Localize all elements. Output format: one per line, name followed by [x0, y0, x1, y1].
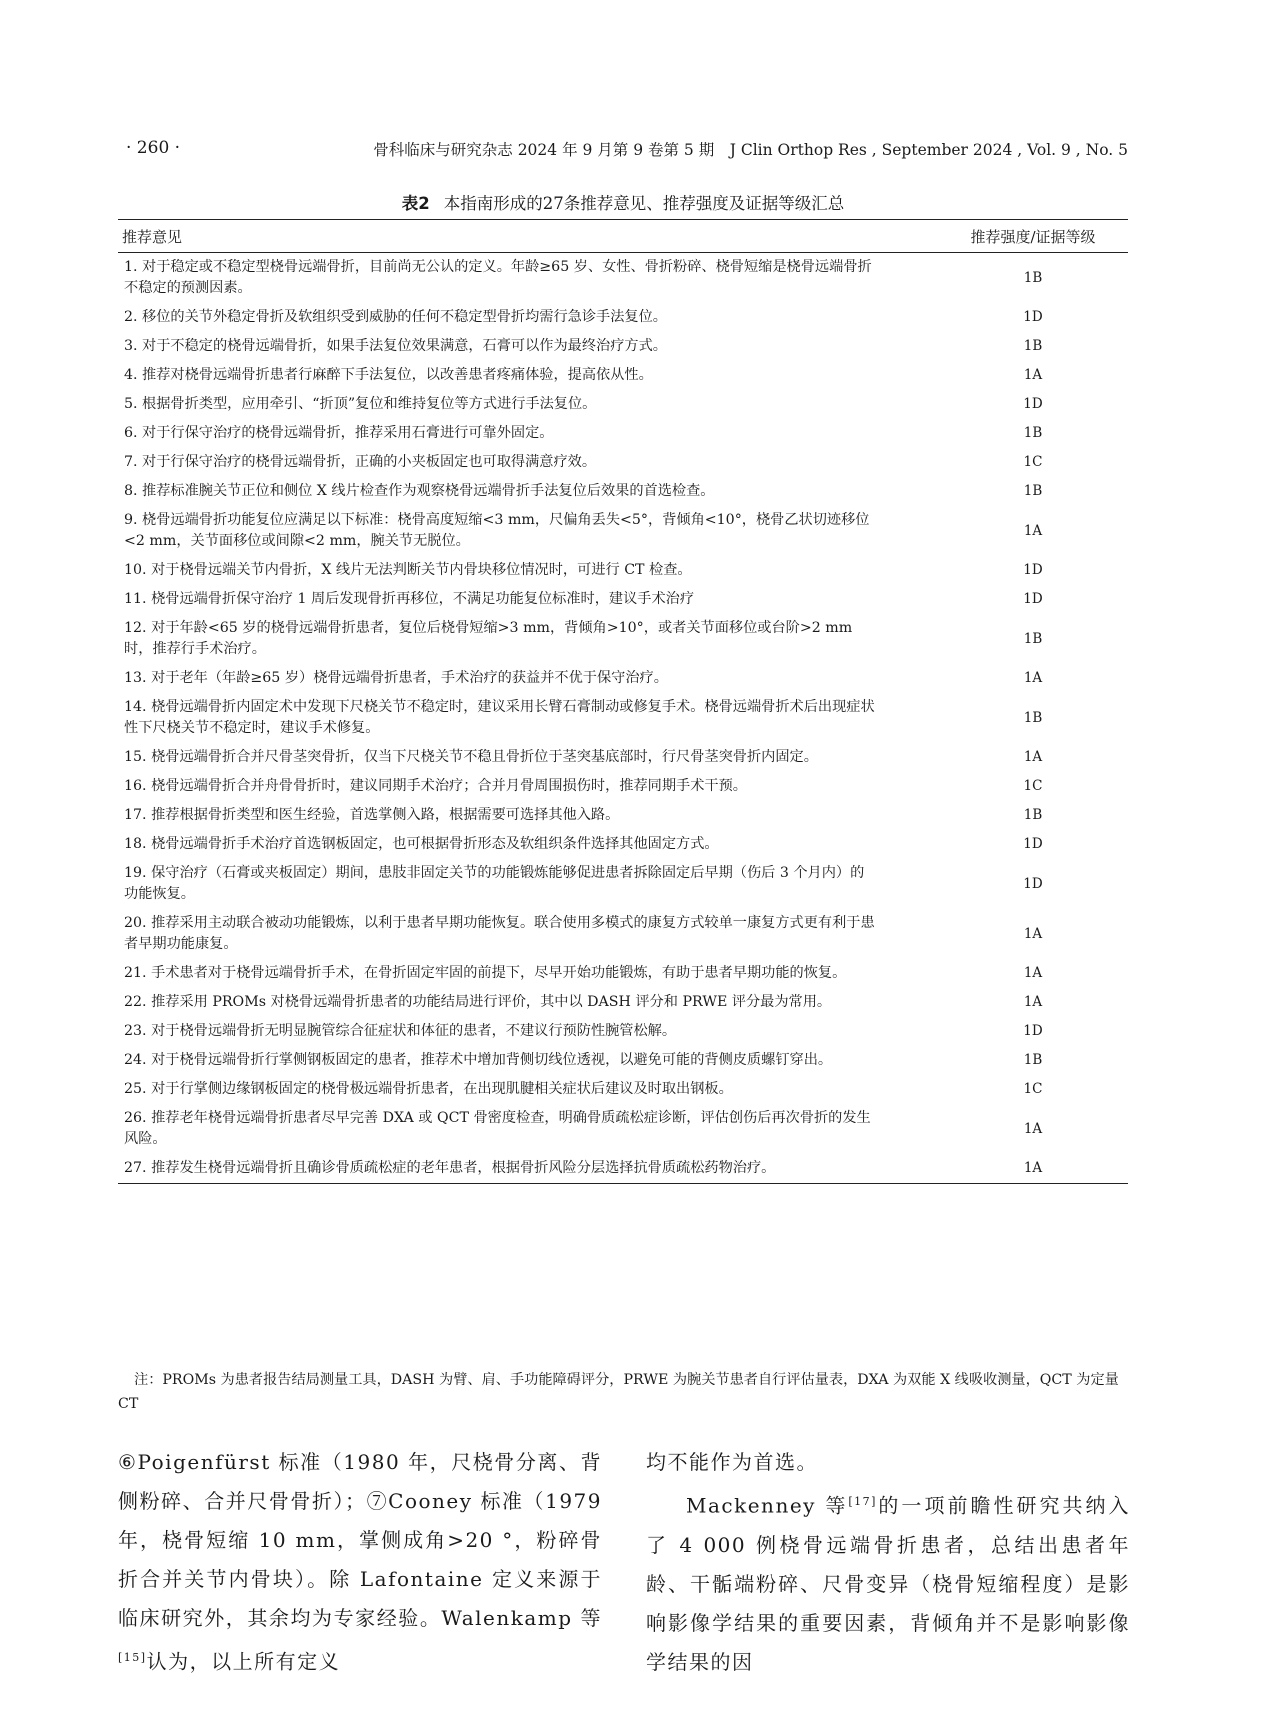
table-row [118, 693, 1128, 743]
recommendation-text: 10. 对于桡骨远端关节内骨折，X 线片无法判断关节内骨块移位情况时，可进行 CT 检查。 [124, 562, 692, 578]
grade-cell: 1B [1023, 269, 1043, 286]
table-row [118, 801, 1128, 830]
table-caption [118, 190, 1128, 214]
body-paragraph-text: 的一项前瞻性研究共纳入了 4 000 例桡骨远端骨折患者，总结出患者年龄、干骺端粉碎、尺骨变异（桡骨短缩程度）是影响影像学结果的重要因素，背倾角并不是影响影像学结果的因 [646, 1493, 1131, 1674]
body-paragraph-start: Mackenney 等 [686, 1493, 849, 1518]
table-row [118, 506, 1128, 556]
grade-cell: 1C [1023, 454, 1043, 470]
grade-cell: 1B [1023, 630, 1043, 647]
recommendation-text: 13. 对于老年（年龄≥65 岁）桡骨远端骨折患者，手术治疗的获益并不优于保守治疗。 [124, 670, 668, 686]
recommendation-text: 6. 对于行保守治疗的桡骨远端骨折，推荐采用石膏进行可靠外固定。 [124, 425, 554, 441]
body-paragraph [646, 1482, 1130, 1682]
table-row [118, 1075, 1128, 1104]
grade-cell: 1B [1023, 338, 1043, 354]
table-row [118, 772, 1128, 801]
grade-cell: 1C [1023, 778, 1043, 794]
grade-cell: 1A [1023, 1120, 1043, 1137]
table-row [118, 332, 1128, 361]
grade-cell: 1D [1023, 836, 1043, 852]
recommendation-text: 19. 保守治疗（石膏或夹板固定）期间，患肢非固定关节的功能锻炼能够促进患者拆除固定后早期（伤后 3 个月内）的功能恢复。 [124, 865, 865, 902]
grade-cell: 1D [1023, 591, 1043, 607]
recommendation-text: 1. 对于稳定或不稳定型桡骨远端骨折，目前尚无公认的定义。年龄≥65 岁、女性、骨折粉碎、桡骨短缩是桡骨远端骨折不稳定的预测因素。 [124, 259, 872, 296]
table-row [118, 959, 1128, 988]
grade-cell: 1B [1023, 483, 1043, 499]
grade-cell: 1A [1023, 965, 1043, 981]
grade-cell: 1A [1023, 670, 1043, 686]
table-row [118, 361, 1128, 390]
grade-cell: 1B [1023, 1052, 1043, 1068]
recommendation-text: 9. 桡骨远端骨折功能复位应满足以下标准：桡骨高度短缩<3 mm，尺偏角丢失<5°，背倾角<10°，桡骨乙状切迹移位<2 mm，关节面移位或间隙<2 mm，腕关节无脱位。 [124, 512, 870, 549]
recommendation-text: 27. 推荐发生桡骨远端骨折且确诊骨质疏松症的老年患者，根据骨折风险分层选择抗骨质疏松药物治疗。 [118, 1154, 938, 1184]
recommendation-table [118, 219, 1128, 1184]
grade-cell: 1A [938, 1154, 1128, 1184]
recommendation-text: 25. 对于行掌侧边缘钢板固定的桡骨极远端骨折患者，在出现肌腱相关症状后建议及时取出钢板。 [124, 1081, 733, 1097]
grade-cell: 1B [1023, 807, 1043, 823]
recommendation-text: 4. 推荐对桡骨远端骨折患者行麻醉下手法复位，以改善患者疼痛体验，提高依从性。 [124, 367, 653, 383]
table-title: 本指南形成的27条推荐意见、推荐强度及证据等级汇总 [443, 194, 845, 213]
body-paragraph-continued: 均不能作为首选。 [646, 1450, 818, 1474]
table-row [118, 448, 1128, 477]
table-row [118, 1046, 1128, 1075]
grade-cell: 1B [1023, 709, 1043, 726]
table-row [118, 1154, 1128, 1184]
body-column-right [646, 1443, 1130, 1682]
recommendation-text: 2. 移位的关节外稳定骨折及软组织受到威胁的任何不稳定型骨折均需行急诊手法复位。 [124, 309, 667, 325]
recommendation-text: 11. 桡骨远端骨折保守治疗 1 周后发现骨折再移位，不满足功能复位标准时，建议手术治疗 [124, 591, 695, 607]
table-row [118, 419, 1128, 448]
table-row [118, 664, 1128, 693]
grade-cell: 1A [1023, 994, 1043, 1010]
body-paragraph: ⑥Poigenfürst 标准（1980 年，尺桡骨分离、背侧粉碎、合并尺骨骨折）；⑦Cooney 标准（1979 年，桡骨短缩 10 mm，掌侧成角>20 °，粉碎骨折合并关节内骨块）。除 Lafontaine 定义来源于临床研究外，其余均为专家经验。Walenkamp 等 [118, 1450, 602, 1630]
recommendation-text: 20. 推荐采用主动联合被动功能锻炼，以利于患者早期功能恢复。联合使用多模式的康复方式较单一康复方式更有利于患者早期功能康复。 [124, 915, 875, 952]
page-number: · 260 · [126, 138, 181, 158]
recommendation-text: 15. 桡骨远端骨折合并尺骨茎突骨折，仅当下尺桡关节不稳且骨折位于茎突基底部时，行尺骨茎突骨折内固定。 [124, 749, 818, 765]
grade-cell: 1A [1023, 367, 1043, 383]
grade-cell: 1D [1023, 875, 1043, 892]
recommendation-text: 16. 桡骨远端骨折合并舟骨骨折时，建议同期手术治疗；合并月骨周围损伤时，推荐同期手术干预。 [124, 778, 747, 794]
recommendation-text: 24. 对于桡骨远端骨折行掌侧钢板固定的患者，推荐术中增加背侧切线位透视，以避免可能的背侧皮质螺钉穿出。 [124, 1052, 833, 1068]
grade-cell: 1D [1023, 562, 1043, 578]
recommendation-text: 14. 桡骨远端骨折内固定术中发现下尺桡关节不稳定时，建议采用长臂石膏制动或修复手术。桡骨远端骨折术后出现症状性下尺桡关节不稳定时，建议手术修复。 [124, 699, 875, 736]
table-row [118, 477, 1128, 506]
grade-cell: 1A [1023, 749, 1043, 765]
table-row [118, 585, 1128, 614]
table-row [118, 390, 1128, 419]
table-body [118, 253, 1128, 1184]
recommendation-text: 7. 对于行保守治疗的桡骨远端骨折，正确的小夹板固定也可取得满意疗效。 [124, 454, 597, 470]
recommendation-text: 17. 推荐根据骨折类型和医生经验，首选掌侧入路，根据需要可选择其他入路。 [124, 807, 620, 823]
table-row [118, 859, 1128, 909]
page-header [118, 138, 1128, 162]
recommendation-text: 23. 对于桡骨远端骨折无明显腕管综合征症状和体征的患者，不建议行预防性腕管松解。 [124, 1023, 677, 1039]
grade-cell: 1D [1023, 1023, 1043, 1039]
table-header-row [118, 220, 1128, 253]
table-row [118, 614, 1128, 664]
grade-cell: 1B [1023, 425, 1043, 441]
grade-cell: 1D [1023, 396, 1043, 412]
table-note: 注：PROMs 为患者报告结局测量工具，DASH 为臂、肩、手功能障碍评分，PRWE 为腕关节患者自行评估量表，DXA 为双能 X 线吸收测量，QCT 为定量 CT [118, 1372, 1119, 1412]
table-row [118, 253, 1128, 304]
table-row [118, 830, 1128, 859]
recommendation-text: 3. 对于不稳定的桡骨远端骨折，如果手法复位效果满意，石膏可以作为最终治疗方式。 [124, 338, 667, 354]
table-row [118, 556, 1128, 585]
body-column-left [118, 1443, 602, 1682]
recommendation-text: 26. 推荐老年桡骨远端骨折患者尽早完善 DXA 或 QCT 骨密度检查，明确骨质疏松症诊断，评估创伤后再次骨折的发生风险。 [124, 1110, 871, 1147]
table-row [118, 988, 1128, 1017]
recommendation-text: 12. 对于年龄<65 岁的桡骨远端骨折患者，复位后桡骨短缩>3 mm，背倾角>10°，或者关节面移位或台阶>2 mm 时，推荐行手术治疗。 [124, 620, 853, 657]
table-row [118, 909, 1128, 959]
recommendation-text: 22. 推荐采用 PROMs 对桡骨远端骨折患者的功能结局进行评价，其中以 DASH 评分和 PRWE 评分最为常用。 [124, 994, 832, 1010]
recommendation-text: 8. 推荐标准腕关节正位和侧位 X 线片检查作为观察桡骨远端骨折手法复位后效果的首选检查。 [124, 483, 715, 499]
column-header-recommendation: 推荐意见 [118, 220, 938, 253]
table-row [118, 743, 1128, 772]
column-header-grade: 推荐强度/证据等级 [938, 220, 1128, 253]
running-head: 骨科临床与研究杂志 2024 年 9 月第 9 卷第 5 期 J Clin Orthop Res , September 2024 , Vol. 9 , No. 5 [373, 141, 1128, 159]
table-row [118, 1017, 1128, 1046]
body-paragraph-end: 认为，以上所有定义 [146, 1649, 341, 1674]
recommendation-text: 5. 根据骨折类型，应用牵引、“折顶”复位和维持复位等方式进行手法复位。 [124, 396, 597, 412]
grade-cell: 1A [1023, 522, 1043, 539]
grade-cell: 1A [1023, 925, 1043, 942]
citation-ref: [17] [848, 1495, 877, 1508]
grade-cell: 1D [1023, 309, 1043, 325]
table-number: 表2 [401, 194, 430, 213]
table-row [118, 1104, 1128, 1154]
citation-ref: [15] [118, 1651, 147, 1664]
recommendation-text: 18. 桡骨远端骨折手术治疗首选钢板固定，也可根据骨折形态及软组织条件选择其他固定方式。 [124, 836, 719, 852]
recommendation-text: 21. 手术患者对于桡骨远端骨折手术，在骨折固定牢固的前提下，尽早开始功能锻炼，有助于患者早期功能的恢复。 [124, 965, 847, 981]
table-row [118, 303, 1128, 332]
grade-cell: 1C [1023, 1081, 1043, 1097]
